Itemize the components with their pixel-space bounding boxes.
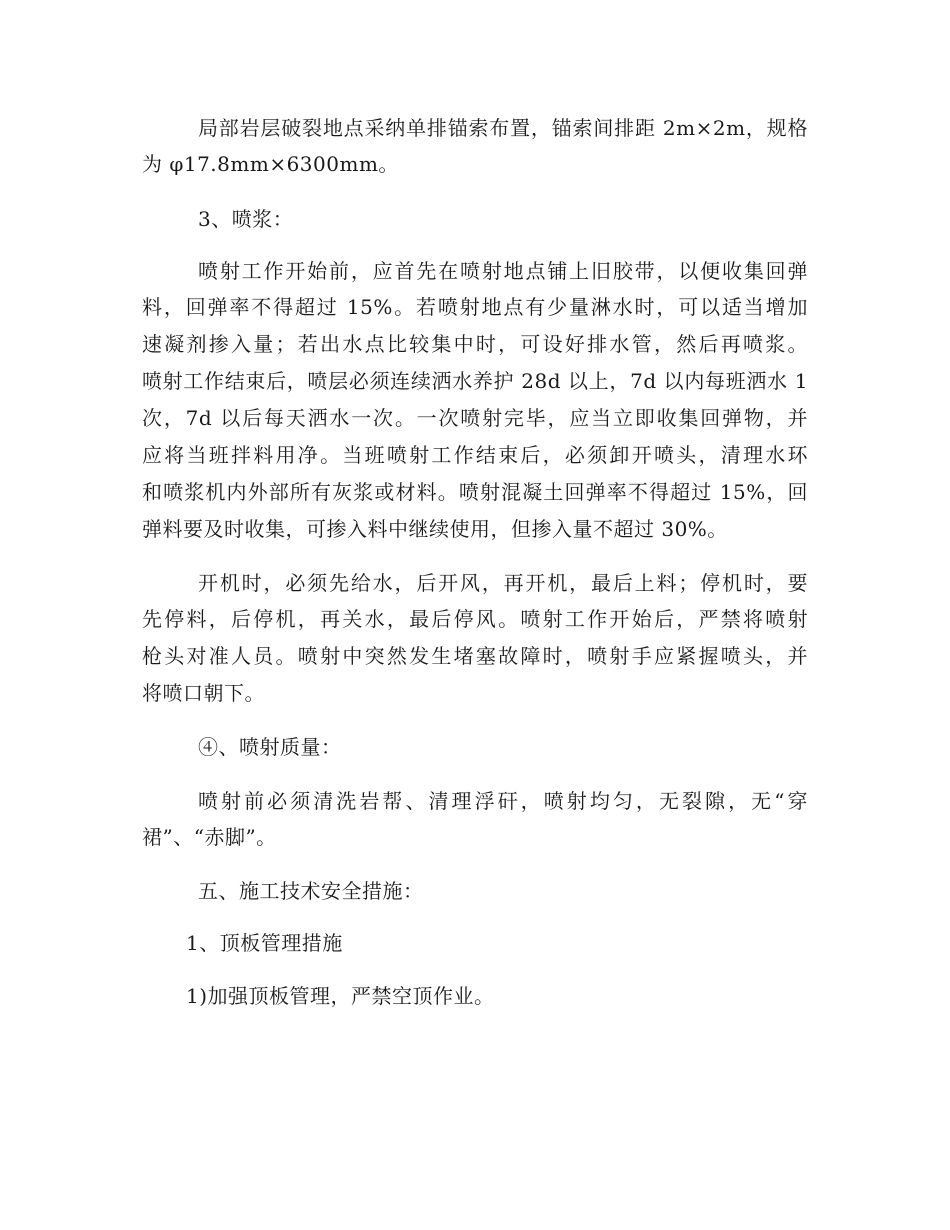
paragraph-line: 裙”、“赤脚”。	[142, 825, 277, 849]
paragraph-line: 速凝剂掺入量；若出水点比较集中时，可设好排水管，然后再喷浆。	[142, 332, 808, 356]
paragraph-line: 喷射前必须清洗岩帮、清理浮矸，喷射均匀，无裂隙，无“穿	[198, 789, 808, 813]
paragraph-line: 开机时，必须先给水，后开风，再开机，最后上料；停机时，要	[198, 571, 808, 595]
paragraph-line: 料，回弹率不得超过 15%。若喷射地点有少量淋水时，可以适当增加	[142, 295, 808, 319]
paragraph-line: 将喷口朝下。	[142, 681, 265, 705]
paragraph-line: 喷射工作结束后，喷层必须连续洒水养护 28d 以上，7d 以内每班洒水 1	[142, 369, 808, 393]
paragraph-line: 局部岩层破裂地点采纳单排锚索布置，锚索间排距 2m×2m，规格	[198, 116, 808, 140]
paragraph-line: 弹料要及时收集，可掺入料中继续使用，但掺入量不超过 30%。	[142, 517, 728, 541]
paragraph-line: 枪头对准人员。喷射中突然发生堵塞故障时，喷射手应紧握喷头，并	[142, 644, 808, 668]
section-heading: 3、喷浆：	[198, 207, 294, 231]
paragraph-line: 喷射工作开始前，应首先在喷射地点铺上旧胶带，以便收集回弹	[198, 259, 808, 283]
section-heading: ④、喷射质量：	[198, 735, 342, 759]
paragraph-line: 应将当班拌料用净。当班喷射工作结束后，必须卸开喷头，清理水环	[142, 443, 808, 467]
paragraph-line: 次，7d 以后每天洒水一次。一次喷射完毕，应当立即收集回弹物，并	[142, 406, 808, 430]
paragraph-line: 先停料，后停机，再关水，最后停风。喷射工作开始后，严禁将喷射	[142, 607, 808, 631]
paragraph-line: 和喷浆机内外部所有灰浆或材料。喷射混凝土回弹率不得超过 15%，回	[142, 480, 808, 504]
subsection-heading: 1、顶板管理措施	[186, 931, 343, 955]
paragraph-line: 为 φ17.8mm×6300mm。	[142, 152, 399, 176]
paragraph-line: 1)加强顶板管理，严禁空顶作业。	[186, 984, 495, 1008]
section-heading: 五、施工技术安全措施：	[198, 879, 424, 903]
